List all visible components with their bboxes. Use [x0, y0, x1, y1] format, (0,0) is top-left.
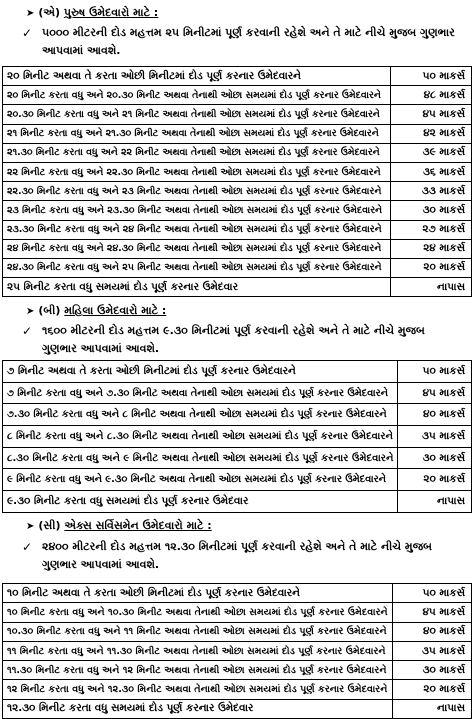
- criteria-cell: ૭.૩૦ મિનીટ કરતા વધુ અને ૮ મિનીટ અથવા તેનાથી ઓછા સમયમાં દોડ પૂર્ણ કરનાર ઉમેદવારને: [3, 404, 398, 426]
- criteria-cell: ૨૨.૩૦ મિનીટ કરતા વધુ અને ૨૩ મિનીટ અથવા તેનાથી ઓછા સમયમાં દોડ પૂર્ણ કરનાર ઉમેદવારને: [3, 182, 391, 201]
- marks-cell: ૩૯ માકર્સ: [391, 143, 472, 162]
- criteria-cell: ૨૦ મિનીટ કરતા વધુ અને ૨૦.૩૦ મિનીટ અથવા તેનાથી ઓછા સમયમાં દોડ પૂર્ણ કરનાર ઉમેદવારને: [3, 86, 391, 105]
- section-a-paragraph-text: ૫૦૦૦ મીટરની દોડ મહત્તમ ૨૫ મિનીટમાં પૂર્ણ કરવાની રહેશે અને તે માટે નીચે મુજબ ગુણભાર આપવામાં આવશે.: [42, 26, 455, 57]
- table-row: [3, 220, 472, 239]
- table-row: [3, 258, 472, 277]
- criteria-cell: ૭ મિનીટ અથવા તે કરતા ઓછી મિનીટમાં દોડ પૂર્ણ કરનાર ઉમેદવારને: [3, 361, 398, 383]
- table-row: [3, 491, 472, 513]
- table-row: [3, 162, 472, 181]
- marks-cell: ૫૦ માકર્સ: [391, 67, 472, 86]
- section-a-rows: [3, 67, 472, 297]
- criteria-cell: ૧૦.૩૦ મિનીટ કરતા વધુ અને ૧૧ મિનીટ અથવા તેનાથી ઓછા સમયમાં દોડ પૂર્ણ કરનાર ઉમેદવારને: [3, 622, 393, 641]
- section-c-paragraph: [22, 538, 462, 574]
- criteria-cell: ૧૧.૩૦ મિનીટ કરતા વધુ અને ૧૨ મિનીટ અથવા તેનાથી ઓછા સમયમાં દોડ પૂર્ણ કરનાર ઉમેદવારને: [3, 661, 393, 680]
- marks-cell: ૪૫ માકર્સ: [393, 603, 472, 622]
- table-row: [3, 182, 472, 201]
- section-b-paragraph: [22, 322, 462, 358]
- criteria-cell: ૨૫ મિનીટ કરતા વધુ સમયમાં દોડ પૂર્ણ કરનાર ઉમેદવાર: [3, 278, 391, 297]
- arrow-icon: ➤: [26, 306, 35, 317]
- marks-cell: ૫૦ માકર્સ: [393, 584, 472, 603]
- marks-cell: નાપાસ: [393, 699, 472, 718]
- criteria-cell: ૨૪.૩૦ મિનીટ કરતા વધુ અને ૨૫ મિનીટ અથવા તેનાથી ઓછા સમયમાં દોડ પૂર્ણ કરનાર ઉમેદવારને: [3, 258, 391, 277]
- check-bullet-icon: ✓: [22, 540, 33, 554]
- marks-cell: ૨૦ માકર્સ: [393, 680, 472, 699]
- section-b-marks-table: [2, 360, 472, 513]
- arrow-icon: ➤: [26, 8, 35, 19]
- section-a-heading: [26, 4, 158, 22]
- marks-cell: ૪૦ માકર્સ: [393, 622, 472, 641]
- marks-cell: ૪૨ માકર્સ: [391, 124, 472, 143]
- section-c-heading: [26, 517, 212, 535]
- marks-cell: ૨૦ માકર્સ: [391, 258, 472, 277]
- criteria-cell: ૭ મિનીટ કરતા વધુ અને ૭.૩૦ મિનીટ અથવા તેનાથી ઓછા સમયમાં દોડ પૂર્ણ કરનાર ઉમેદવારને: [3, 382, 398, 404]
- table-row: [3, 447, 472, 469]
- marks-cell: ૪૮ માકર્સ: [391, 86, 472, 105]
- table-row: [3, 278, 472, 297]
- section-c-prefix: (સી): [38, 519, 65, 532]
- marks-cell: ૩૫ માકર્સ: [398, 426, 472, 448]
- section-c-marks-table: [2, 583, 472, 719]
- section-a-marks-table: [2, 66, 472, 297]
- table-row: [3, 622, 472, 641]
- marks-cell: ૩૫ માકર્સ: [393, 641, 472, 660]
- table-row: [3, 603, 472, 622]
- check-bullet-icon: ✓: [22, 324, 33, 338]
- marks-cell: ૩૦ માકર્સ: [391, 201, 472, 220]
- section-b-title: મહિલા ઉમેદવારો માટે :: [64, 304, 167, 317]
- section-a-title: પુરુષ ઉમેદવારો માટે :: [63, 6, 159, 19]
- table-row: [3, 124, 472, 143]
- marks-cell: ૪૫ માકર્સ: [398, 382, 472, 404]
- section-b-paragraph-text: ૧૬૦૦ મીટરની દોડ મહત્તમ ૯.૩૦ મિનીટમાં પૂર્ણ કરવાની રહેશે અને તે માટે નીચે મુજબ ગુણભાર આપવામાં આવશે.: [42, 324, 425, 355]
- table-row: [3, 426, 472, 448]
- criteria-cell: ૨૦.૩૦ મિનીટ કરતા વધુ અને ૨૧ મિનીટ અથવા તેનાથી ઓછા સમયમાં દોડ પૂર્ણ કરનાર ઉમેદવારને: [3, 105, 391, 124]
- table-row: [3, 680, 472, 699]
- section-c-title: એક્સ સર્વિસમેન ઉમેદવારો માટે :: [64, 519, 212, 532]
- criteria-cell: ૯.૩૦ મિનીટ કરતા વધુ સમયમાં દોડ પૂર્ણ કરનાર ઉમેદવાર: [3, 491, 398, 513]
- criteria-cell: ૨૨ મિનીટ કરતા વધુ અને ૨૨.૩૦ મિનીટ અથવા તેનાથી ઓછા સમયમાં દોડ પૂર્ણ કરનાર ઉમેદવારને: [3, 162, 391, 181]
- criteria-cell: ૨૩ મિનીટ કરતા વધુ અને ૨૩.૩૦ મિનીટ અથવા તેનાથી ઓછા સમયમાં દોડ પૂર્ણ કરનાર ઉમેદવારને: [3, 201, 391, 220]
- criteria-cell: ૧૦ મિનીટ કરતા વધુ અને ૧૦.૩૦ મિનીટ અથવા તેનાથી ઓછા સમયમાં દોડ પૂર્ણ કરનાર ઉમેદવારને: [3, 603, 393, 622]
- table-row: [3, 143, 472, 162]
- check-bullet-icon: ✓: [22, 26, 33, 40]
- table-row: [3, 361, 472, 383]
- criteria-cell: ૨૧.૩૦ મિનીટ કરતા વધુ અને ૨૨ મિનીટ અથવા તેનાથી ઓછા સમયમાં દોડ પૂર્ણ કરનાર ઉમેદવારને: [3, 143, 391, 162]
- marks-cell: ૩૩ માકર્સ: [391, 182, 472, 201]
- table-row: [3, 641, 472, 660]
- marks-cell: ૨૪ માકર્સ: [391, 239, 472, 258]
- criteria-cell: ૯ મિનીટ કરતા વધુ અને ૯.૩૦ મિનીટ અથવા તેનાથી ઓછા સમયમાં દોડ પૂર્ણ કરનાર ઉમેદવારને: [3, 469, 398, 491]
- marks-cell: ૩૦ માકર્સ: [393, 661, 472, 680]
- marks-cell: ૫૦ માકર્સ: [398, 361, 472, 383]
- marks-cell: નાપાસ: [391, 278, 472, 297]
- criteria-cell: ૧૧ મિનીટ કરતા વધુ અને ૧૧.૩૦ મિનીટ અથવા તેનાથી ઓછા સમયમાં દોડ પૂર્ણ કરનાર ઉમેદવારને: [3, 641, 393, 660]
- marks-cell: ૨૭ માકર્સ: [391, 220, 472, 239]
- table-row: [3, 382, 472, 404]
- criteria-cell: ૨૩.૩૦ મિનીટ કરતા વધુ અને ૨૪ મિનીટ અથવા તેનાથી ઓછા સમયમાં દોડ પૂર્ણ કરનાર ઉમેદવારને: [3, 220, 391, 239]
- table-row: [3, 86, 472, 105]
- section-b-heading: [26, 302, 166, 320]
- marks-cell: નાપાસ: [398, 491, 472, 513]
- criteria-cell: ૧૨ મિનીટ કરતા વધુ અને ૧૨.૩૦ મિનીટ અથવા તેનાથી ઓછા સમયમાં દોડ પૂર્ણ કરનાર ઉમેદવારને: [3, 680, 393, 699]
- section-c-paragraph-text: ૨૪૦૦ મીટરની દોડ મહત્તમ ૧૨.૩૦ મિનીટમાં પૂર્ણ કરવાની રહેશે અને તે માટે નીચે મુજબ ગુણભાર આપવામાં આવશે.: [42, 540, 432, 571]
- criteria-cell: ૧૦ મિનીટ અથવા તે કરતા ઓછી મિનીટમાં દોડ પૂર્ણ કરનાર ઉમેદવારને: [3, 584, 393, 603]
- section-b-prefix: (બી): [38, 304, 65, 317]
- arrow-icon: ➤: [26, 521, 35, 532]
- table-row: [3, 584, 472, 603]
- criteria-cell: ૨૧ મિનીટ કરતા વધુ અને ૨૧.૩૦ મિનીટ અથવા તેનાથી ઓછા સમયમાં દોડ પૂર્ણ કરનાર ઉમેદવારને: [3, 124, 391, 143]
- criteria-cell: ૨૪ મિનીટ કરતા વધુ અને ૨૪.૩૦ મિનીટ અથવા તેનાથી ઓછા સમયમાં દોડ પૂર્ણ કરનાર ઉમેદવારને: [3, 239, 391, 258]
- marks-cell: ૨૦ માકર્સ: [398, 469, 472, 491]
- section-b-rows: [3, 361, 472, 513]
- section-a-paragraph: [22, 24, 462, 60]
- table-row: [3, 105, 472, 124]
- criteria-cell: ૧૨.૩૦ મિનીટ કરતા વધુ સમયમાં દોડ પૂર્ણ કરનાર ઉમેદવાર: [3, 699, 393, 718]
- table-row: [3, 661, 472, 680]
- marks-cell: ૪૫ માકર્સ: [391, 105, 472, 124]
- criteria-cell: ૮.૩૦ મિનીટ કરતા વધુ અને ૯ મિનીટ અથવા તેનાથી ઓછા સમયમાં દોડ પૂર્ણ કરનાર ઉમેદવારને: [3, 447, 398, 469]
- section-c-rows: [3, 584, 472, 719]
- table-row: [3, 201, 472, 220]
- criteria-cell: ૨૦ મિનીટ અથવા તે કરતા ઓછી મિનીટમાં દોડ પૂર્ણ કરનાર ઉમેદવારને: [3, 67, 391, 86]
- section-a-prefix: (એ): [38, 6, 64, 19]
- marks-cell: ૩૦ માકર્સ: [398, 447, 472, 469]
- table-row: [3, 404, 472, 426]
- table-row: [3, 239, 472, 258]
- marks-cell: ૩૬ માકર્સ: [391, 162, 472, 181]
- criteria-cell: ૮ મિનીટ કરતા વધુ અને ૮.૩૦ મિનીટ અથવા તેનાથી ઓછા સમયમાં દોડ પૂર્ણ કરનાર ઉમેદવારને: [3, 426, 398, 448]
- table-row: [3, 469, 472, 491]
- table-row: [3, 67, 472, 86]
- marks-cell: ૪૦ માકર્સ: [398, 404, 472, 426]
